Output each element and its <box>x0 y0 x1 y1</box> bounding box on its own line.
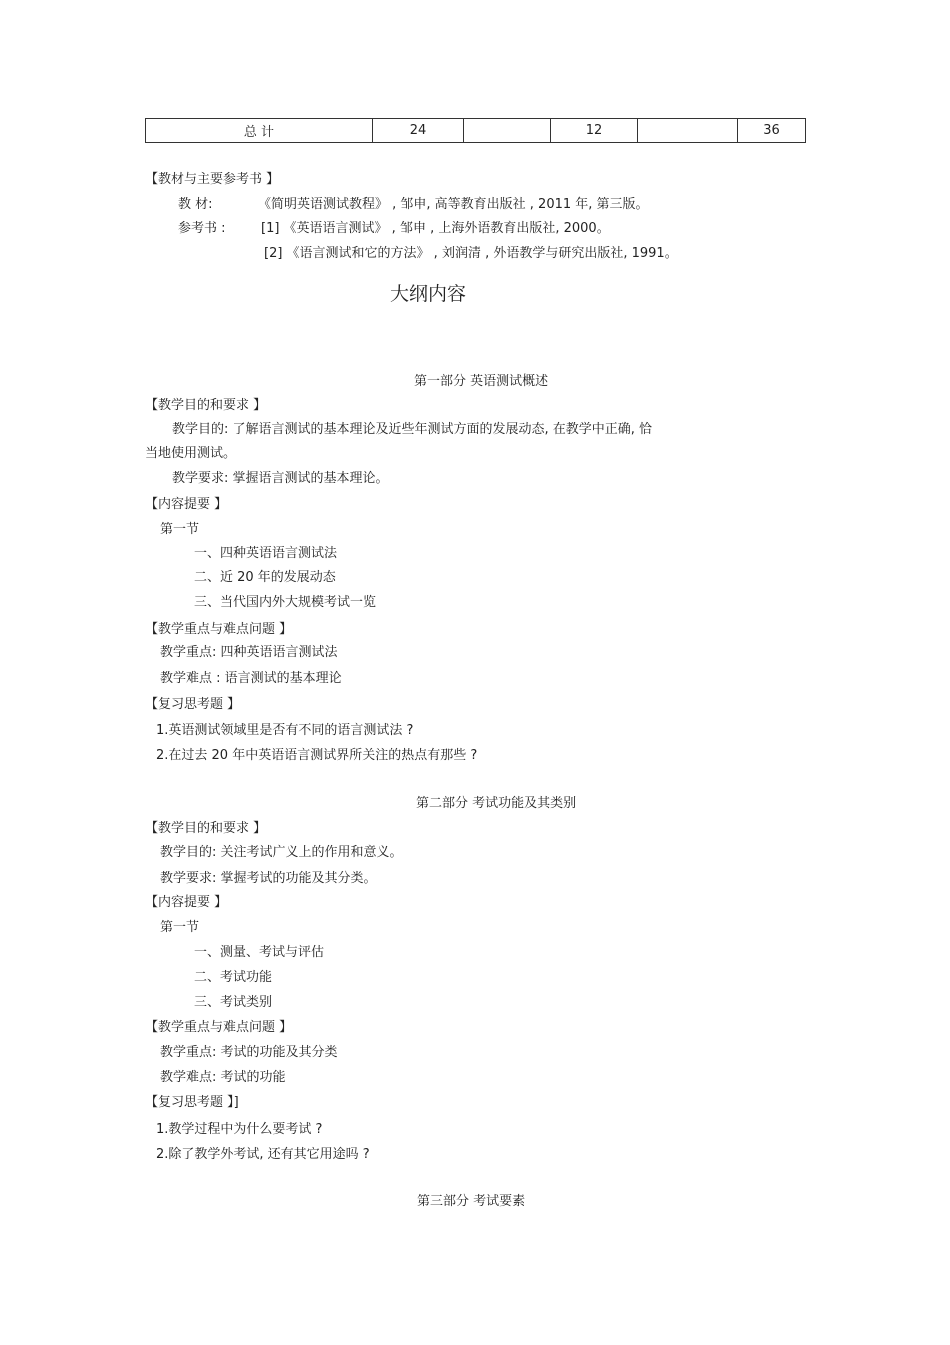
requirement-text: 教学要求: 掌握语言测试的基本理论。 <box>172 471 389 486</box>
outline-title: 大纲内容 <box>390 283 467 305</box>
question-item: 1.英语测试领域里是否有不同的语言测试法 ? <box>156 723 414 738</box>
section-label: 第一节 <box>160 920 200 935</box>
total-label-cell: 总 计 <box>146 119 373 143</box>
part-title: 第二部分 考试功能及其类别 <box>416 796 577 811</box>
total-cell: 12 <box>551 119 638 143</box>
part-title: 第一部分 英语测试概述 <box>414 374 549 389</box>
difficulty-text: 教学难点 : 语言测试的基本理论 <box>160 671 342 686</box>
total-table <box>145 118 806 143</box>
question-item: 1.教学过程中为什么要考试 ? <box>156 1122 323 1137</box>
list-item: 一、测量、考试与评估 <box>194 945 325 960</box>
question-item: 2.在过去 20 年中英语语言测试界所关注的热点有那些 ? <box>156 748 478 763</box>
section-heading: 【内容提要 】 <box>145 497 228 512</box>
section-heading: 【复习思考题 】] <box>145 1095 239 1110</box>
textbook-value: 《简明英语测试教程》 , 邹申, 高等教育出版社 , 2011 年, 第三版。 <box>258 197 649 212</box>
reference-item: [2] 《语言测试和它的方法》 , 刘润清 , 外语教学与研究出版社, 1991。 <box>264 246 678 261</box>
section-heading: 【内容提要 】 <box>145 895 228 910</box>
total-cell: 36 <box>738 119 806 143</box>
goal-text: 教学目的: 了解语言测试的基本理论及近些年测试方面的发展动态, 在教学中正确, 恰 <box>172 422 653 437</box>
section-heading: 【教学重点与难点问题 】 <box>145 1020 293 1035</box>
total-cell <box>464 119 551 143</box>
total-cell <box>638 119 738 143</box>
list-item: 一、四种英语语言测试法 <box>194 546 338 561</box>
list-item: 三、当代国内外大规模考试一览 <box>194 595 377 610</box>
textbook-label: 教 材: <box>178 197 213 212</box>
goal-text: 当地使用测试。 <box>145 446 237 461</box>
goal-text: 教学目的: 关注考试广义上的作用和意义。 <box>160 845 403 860</box>
section-heading: 【教学重点与难点问题 】 <box>145 622 293 637</box>
section-heading: 【复习思考题 】 <box>145 697 241 712</box>
reference-label: 参考书 : <box>178 221 226 236</box>
total-cell: 24 <box>373 119 464 143</box>
textbooks-heading: 【教材与主要参考书 】 <box>145 172 280 187</box>
part-title: 第三部分 考试要素 <box>417 1194 526 1209</box>
section-heading: 【教学目的和要求 】 <box>145 821 267 836</box>
requirement-text: 教学要求: 掌握考试的功能及其分类。 <box>160 871 377 886</box>
key-point-text: 教学重点: 四种英语语言测试法 <box>160 645 338 660</box>
section-heading: 【教学目的和要求 】 <box>145 398 267 413</box>
section-label: 第一节 <box>160 522 200 537</box>
reference-item: [1] 《英语语言测试》 , 邹申 , 上海外语教育出版社, 2000。 <box>261 221 610 236</box>
list-item: 二、近 20 年的发展动态 <box>194 570 336 585</box>
list-item: 二、考试功能 <box>194 970 273 985</box>
list-item: 三、考试类别 <box>194 995 273 1010</box>
difficulty-text: 教学难点: 考试的功能 <box>160 1070 286 1085</box>
question-item: 2.除了教学外考试, 还有其它用途吗 ? <box>156 1147 370 1162</box>
key-point-text: 教学重点: 考试的功能及其分类 <box>160 1045 338 1060</box>
table-row <box>146 119 806 143</box>
